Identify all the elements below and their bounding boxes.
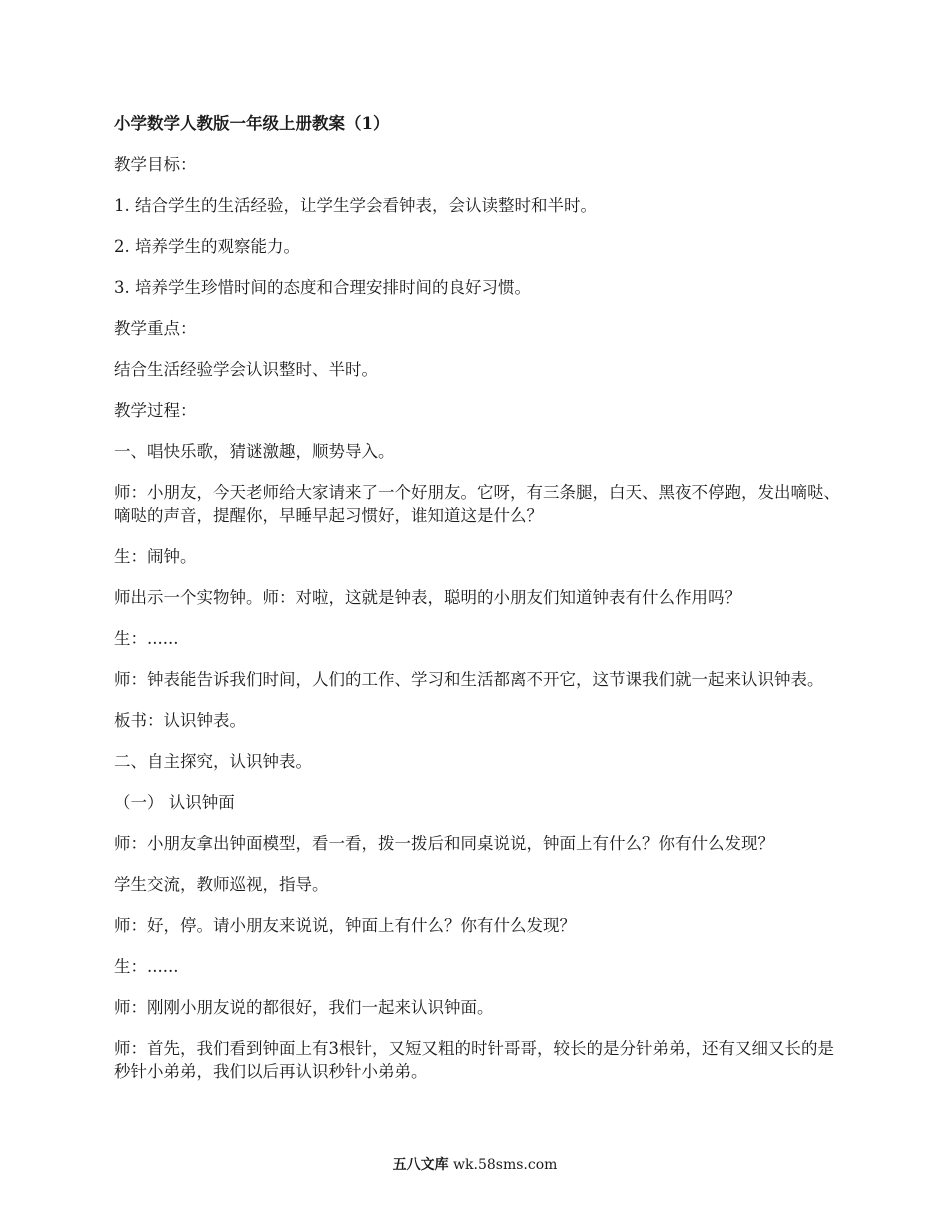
paragraph: 师：钟表能告诉我们时间，人们的工作、学习和生活都离不开它，这节课我们就一起来认识钟表。 [114,670,824,689]
paragraph: 生：...... [114,957,179,976]
footer-brand: 五八文库 [392,1157,449,1173]
paragraph: （一） 认识钟面 [114,793,235,812]
paragraph: 师：好，停。请小朋友来说说，钟面上有什么？你有什么发现？ [114,916,576,935]
document-body [114,112,844,1101]
paragraph: 板书：认识钟表。 [114,711,246,730]
document-title: 小学数学人教版一年级上册教案（1） [114,114,390,133]
paragraph: 师：小朋友拿出钟面模型，看一看，拨一拨后和同桌说说，钟面上有什么？你有什么发现？ [114,834,774,853]
page-footer [0,1155,950,1175]
paragraph: 教学目标： [114,155,197,174]
paragraph: 3. 培养学生珍惜时间的态度和合理安排时间的良好习惯。 [114,278,531,297]
paragraph: 2. 培养学生的观察能力。 [114,237,300,256]
paragraph: 师：首先，我们看到钟面上有3根针，又短又粗的时针哥哥，较长的是分针弟弟，还有又细又长的是秒针小弟弟，我们以后再认识秒针小弟弟。 [114,1039,834,1081]
paragraph: 一、唱快乐歌，猜谜激趣，顺势导入。 [114,442,395,461]
paragraph: 教学重点： [114,319,197,338]
paragraph: 生：闹钟。 [114,547,197,566]
paragraph: 二、自主探究，认识钟表。 [114,752,312,771]
paragraph: 结合生活经验学会认识整时、半时。 [114,360,378,379]
paragraph: 师：刚刚小朋友说的都很好，我们一起来认识钟面。 [114,998,494,1017]
footer-site-link[interactable]: wk.58sms.com [453,1157,558,1173]
paragraph: 教学过程： [114,401,197,420]
paragraph: 1. 结合学生的生活经验，让学生学会看钟表，会认读整时和半时。 [114,196,597,215]
paragraph: 学生交流，教师巡视，指导。 [114,875,329,894]
paragraph: 生：...... [114,629,179,648]
paragraph: 师出示一个实物钟。师：对啦，这就是钟表，聪明的小朋友们知道钟表有什么作用吗？ [114,588,741,607]
paragraph: 师：小朋友，今天老师给大家请来了一个好朋友。它呀，有三条腿，白天、黑夜不停跑，发出嘀哒、嘀哒的声音，提醒你，早睡早起习惯好，谁知道这是什么？ [114,483,840,525]
